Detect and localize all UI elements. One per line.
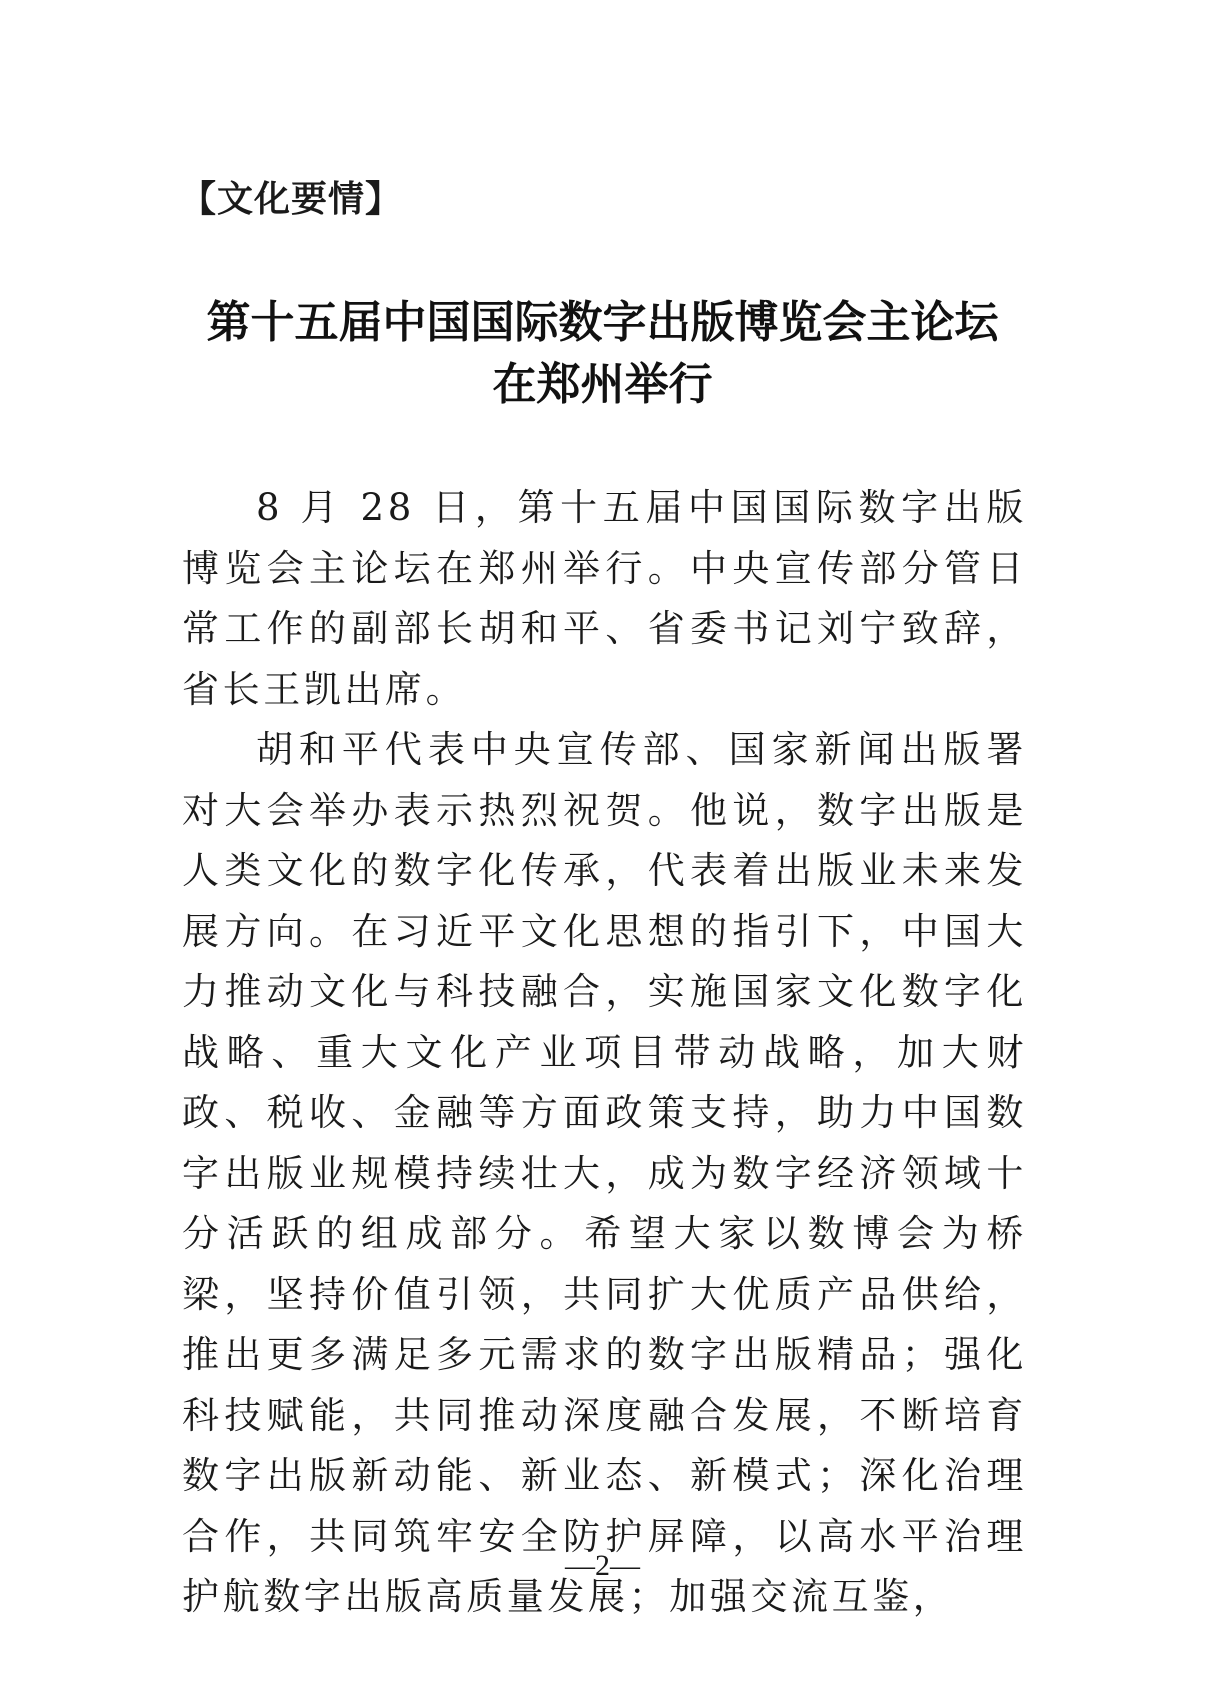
article-title-line-1: 第十五届中国国际数字出版博览会主论坛 bbox=[206, 297, 999, 348]
paragraph-1: 8 月 28 日，第十五届中国国际数字出版博览会主论坛在郑州举行。中央宣传部分管日常工作的副部长胡和平、省委书记刘宁致辞，省长王凯出席。 bbox=[182, 486, 1027, 711]
article-body bbox=[182, 478, 1027, 1628]
page-number: —2— bbox=[565, 1549, 640, 1582]
paragraph-2: 胡和平代表中央宣传部、国家新闻出版署对大会举办表示热烈祝贺。他说，数字出版是人类文化的数字化传承，代表着出版业未来发展方向。在习近平文化思想的指引下，中国大力推动文化与科技融合，实施国家文化数字化战略、重大文化产业项目带动战略，加大财政、税收、金融等方面政策支持，助力中国数字出版业规模持续壮大，成为数字经济领域十分活跃的组成部分。希望大家以数博会为桥梁，坚持价值引领，共同扩大优质产品供给，推出更多满足多元需求的数字出版精品；强化科技赋能，共同推动深度融合发展，不断培育数字出版新动能、新业态、新模式；深化治理合作，共同筑牢安全防护屏障，以高水平治理护航数字出版高质量发展；加强交流互鉴， bbox=[182, 728, 1027, 1618]
article-title-line-2: 在郑州举行 bbox=[492, 359, 713, 410]
section-tag: 【文化要情】 bbox=[180, 179, 403, 220]
